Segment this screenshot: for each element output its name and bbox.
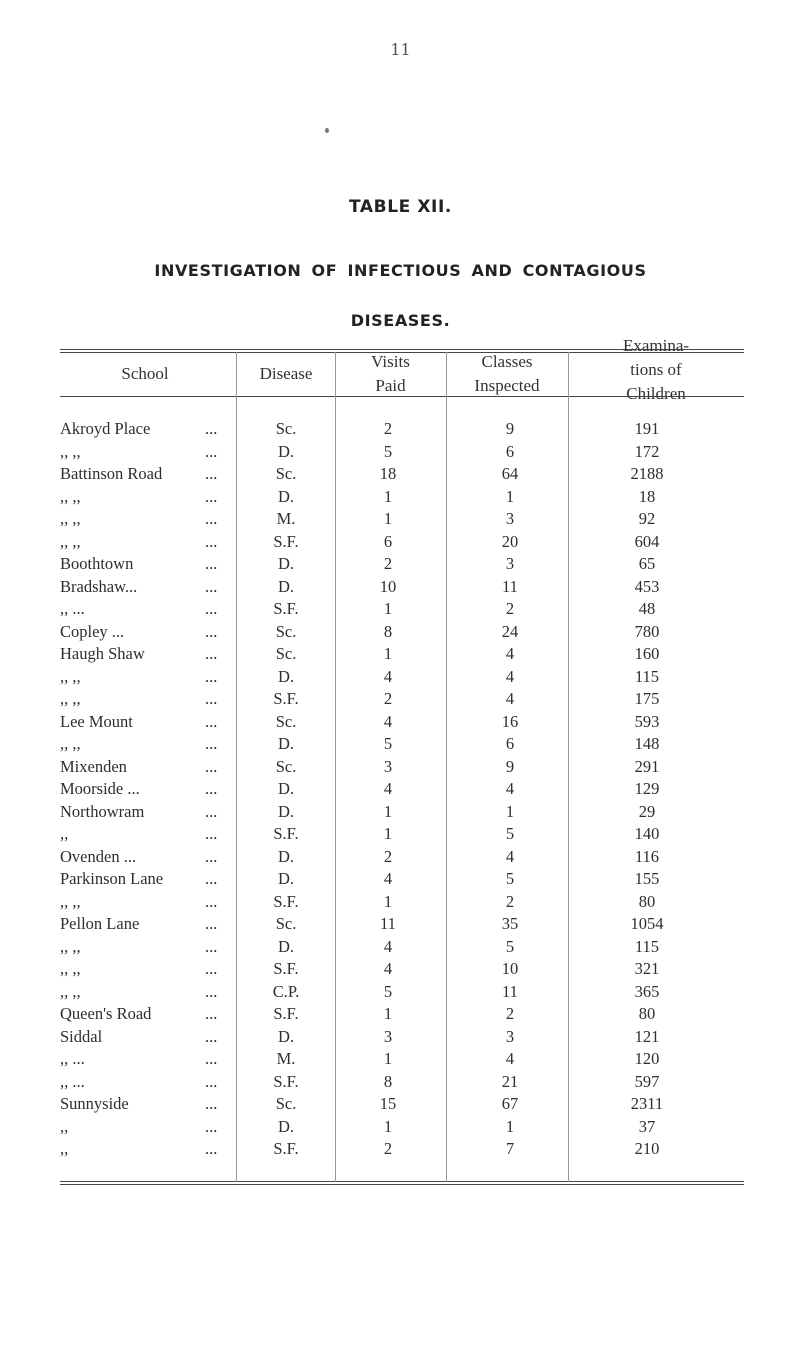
cell-visits: 5	[383, 981, 393, 1001]
header-disease-label: Disease	[259, 364, 313, 383]
cell-disease: Sc.	[275, 621, 297, 641]
cell-school: ,, ,,	[60, 936, 81, 956]
cell-disease: D.	[277, 576, 295, 596]
cell-visits: 11	[380, 914, 396, 933]
cell-disease: D.	[277, 1116, 295, 1136]
cell-classes: 2	[505, 891, 515, 911]
header-exams-line2: tions of	[630, 360, 682, 379]
cell-leader-dots: ...	[205, 959, 218, 978]
table-row	[0, 734, 801, 757]
cell-school: ,, ,,	[60, 689, 81, 708]
cell-leader-dots: ...	[205, 509, 218, 528]
cell-classes: 35	[501, 914, 519, 933]
cell-visits: 2	[383, 689, 393, 708]
cell-disease: S.F.	[273, 1139, 299, 1158]
table-row	[0, 1094, 801, 1117]
cell-leader-dots: ...	[205, 441, 218, 461]
cell-leader-dots: ...	[205, 779, 218, 798]
cell-examinations: 593	[634, 711, 660, 731]
header-classes-line2: Inspected	[474, 376, 540, 395]
cell-examinations: 365	[634, 981, 660, 1001]
cell-disease: Sc.	[275, 756, 297, 776]
cell-leader-dots: ...	[205, 576, 218, 596]
cell-leader-dots: ...	[205, 734, 218, 753]
cell-school: Siddal	[60, 1026, 103, 1046]
cell-disease: S.F.	[273, 824, 299, 843]
cell-leader-dots: ...	[205, 914, 218, 933]
cell-classes: 2	[505, 599, 515, 618]
cell-leader-dots: ...	[205, 981, 218, 1001]
cell-school: ,,	[60, 824, 69, 843]
table-row	[0, 577, 801, 600]
cell-examinations: 191	[634, 419, 660, 438]
cell-visits: 2	[383, 554, 393, 573]
cell-leader-dots: ...	[205, 1071, 218, 1091]
cell-classes: 1	[505, 1116, 515, 1136]
cell-classes: 9	[505, 756, 515, 776]
cell-leader-dots: ...	[205, 1004, 218, 1023]
cell-visits: 3	[383, 1026, 393, 1046]
table-row	[0, 779, 801, 802]
cell-classes: 20	[501, 531, 519, 551]
cell-disease: Sc.	[275, 419, 297, 438]
table-row	[0, 892, 801, 915]
cell-school: Mixenden	[60, 756, 127, 776]
table-row	[0, 1049, 801, 1072]
cell-disease: S.F.	[273, 1071, 299, 1091]
cell-school: ,, ,,	[60, 891, 81, 911]
cell-classes: 3	[505, 509, 515, 528]
table-row	[0, 622, 801, 645]
cell-visits: 2	[383, 419, 393, 438]
cell-visits: 1	[383, 1004, 393, 1023]
header-visits-line1: Visits	[371, 352, 410, 371]
cell-leader-dots: ...	[205, 711, 218, 731]
table-row	[0, 532, 801, 555]
cell-leader-dots: ...	[205, 801, 218, 821]
table-row	[0, 1117, 801, 1140]
cell-school: Boothtown	[60, 554, 134, 573]
cell-classes: 64	[501, 464, 519, 483]
table-row	[0, 644, 801, 667]
cell-examinations: 115	[634, 936, 660, 956]
table-row	[0, 464, 801, 487]
cell-school: ,, ...	[60, 599, 85, 618]
cell-visits: 1	[383, 509, 393, 528]
cell-disease: D.	[277, 801, 295, 821]
cell-disease: D.	[277, 554, 295, 573]
cell-leader-dots: ...	[205, 419, 218, 438]
cell-classes: 24	[501, 621, 519, 641]
cell-school: Ovenden ...	[60, 846, 137, 866]
cell-disease: M.	[276, 509, 296, 528]
cell-school: Bradshaw...	[60, 576, 138, 596]
cell-leader-dots: ...	[205, 824, 218, 843]
cell-visits: 1	[383, 824, 393, 843]
table-title: TABLE XII.	[349, 197, 452, 217]
cell-disease: S.F.	[273, 531, 299, 551]
cell-examinations: 29	[638, 801, 656, 821]
cell-examinations: 115	[634, 666, 660, 686]
cell-disease: S.F.	[273, 1004, 299, 1023]
table-row	[0, 937, 801, 960]
cell-examinations: 65	[638, 554, 656, 573]
print-speck	[325, 128, 329, 133]
table-row	[0, 959, 801, 982]
table-body	[0, 419, 801, 1162]
cell-examinations: 48	[638, 599, 656, 618]
cell-leader-dots: ...	[205, 464, 218, 483]
cell-school: ,, ,,	[60, 441, 81, 461]
cell-visits: 4	[383, 711, 393, 731]
cell-school: ,, ...	[60, 1049, 85, 1068]
cell-disease: Sc.	[275, 914, 297, 933]
cell-visits: 8	[383, 621, 393, 641]
cell-classes: 7	[505, 1139, 515, 1158]
cell-school: Northowram	[60, 801, 145, 821]
cell-disease: D.	[277, 486, 295, 506]
cell-classes: 21	[501, 1071, 519, 1091]
cell-examinations: 1054	[630, 914, 664, 933]
table-row	[0, 712, 801, 735]
table-row	[0, 824, 801, 847]
cell-leader-dots: ...	[205, 1139, 218, 1158]
table-row	[0, 487, 801, 510]
cell-leader-dots: ...	[205, 621, 218, 641]
cell-visits: 18	[379, 464, 397, 483]
header-exams	[568, 334, 744, 406]
header-visits	[335, 350, 446, 398]
cell-examinations: 175	[634, 689, 660, 708]
cell-visits: 2	[383, 1139, 393, 1158]
cell-visits: 4	[383, 869, 393, 888]
cell-examinations: 140	[634, 824, 660, 843]
cell-classes: 6	[505, 441, 515, 461]
cell-disease: S.F.	[273, 599, 299, 618]
cell-leader-dots: ...	[205, 1026, 218, 1046]
cell-disease: D.	[277, 734, 295, 753]
table-row	[0, 554, 801, 577]
cell-leader-dots: ...	[205, 644, 218, 663]
cell-classes: 9	[505, 419, 515, 438]
cell-disease: D.	[277, 1026, 295, 1046]
cell-leader-dots: ...	[205, 1094, 218, 1113]
cell-leader-dots: ...	[205, 936, 218, 956]
table-row	[0, 1004, 801, 1027]
table-row	[0, 599, 801, 622]
cell-examinations: 291	[634, 756, 660, 776]
cell-examinations: 780	[634, 621, 660, 641]
cell-examinations: 148	[634, 734, 660, 753]
cell-school: ,,	[60, 1116, 69, 1136]
cell-school: ,, ,,	[60, 531, 81, 551]
cell-leader-dots: ...	[205, 689, 218, 708]
cell-disease: Sc.	[275, 1094, 297, 1113]
cell-visits: 6	[383, 531, 393, 551]
cell-leader-dots: ...	[205, 756, 218, 776]
cell-school: Pellon Lane	[60, 914, 140, 933]
cell-disease: S.F.	[273, 959, 299, 978]
table-row	[0, 667, 801, 690]
cell-examinations: 37	[638, 1116, 656, 1136]
cell-classes: 16	[501, 711, 519, 731]
cell-disease: S.F.	[273, 891, 299, 911]
cell-visits: 1	[383, 599, 393, 618]
header-school	[60, 362, 230, 386]
cell-classes: 5	[505, 824, 515, 843]
cell-classes: 6	[505, 734, 515, 753]
header-classes-line1: Classes	[481, 352, 533, 371]
cell-visits: 8	[383, 1071, 393, 1091]
cell-visits: 1	[383, 1116, 393, 1136]
header-disease	[236, 362, 336, 386]
cell-school: ,, ,,	[60, 509, 81, 528]
cell-leader-dots: ...	[205, 486, 218, 506]
cell-disease: Sc.	[275, 711, 297, 731]
header-visits-line2: Paid	[375, 376, 406, 395]
cell-school: ,, ,,	[60, 981, 81, 1001]
cell-classes: 4	[505, 846, 515, 866]
cell-classes: 11	[502, 576, 518, 596]
cell-examinations: 120	[634, 1049, 660, 1068]
table-row	[0, 982, 801, 1005]
cell-school: ,, ,,	[60, 734, 81, 753]
cell-visits: 1	[383, 486, 393, 506]
cell-examinations: 210	[634, 1139, 660, 1158]
cell-examinations: 80	[638, 1004, 656, 1023]
table-subtitle-line1: INVESTIGATION OF INFECTIOUS AND CONTAGIOUS	[154, 261, 647, 280]
cell-classes: 5	[505, 936, 515, 956]
cell-examinations: 129	[634, 779, 660, 798]
table-row	[0, 509, 801, 532]
cell-examinations: 597	[634, 1071, 660, 1091]
cell-classes: 11	[502, 981, 518, 1001]
cell-examinations: 604	[634, 531, 660, 551]
cell-disease: D.	[277, 666, 295, 686]
cell-school: Lee Mount	[60, 711, 133, 731]
cell-school: ,, ,,	[60, 486, 81, 506]
cell-disease: D.	[277, 936, 295, 956]
cell-classes: 4	[505, 644, 515, 663]
cell-school: ,, ...	[60, 1071, 85, 1091]
cell-disease: D.	[277, 779, 295, 798]
cell-examinations: 321	[634, 959, 660, 978]
cell-leader-dots: ...	[205, 599, 218, 618]
cell-school: ,, ,,	[60, 666, 81, 686]
cell-visits: 1	[383, 891, 393, 911]
table-row	[0, 757, 801, 780]
cell-leader-dots: ...	[205, 846, 218, 866]
cell-visits: 4	[383, 779, 393, 798]
table-row	[0, 1072, 801, 1095]
cell-classes: 4	[505, 779, 515, 798]
cell-examinations: 92	[638, 509, 656, 528]
header-exams-line3: Children	[626, 384, 686, 403]
cell-disease: M.	[276, 1049, 296, 1068]
cell-school: ,,	[60, 1139, 69, 1158]
cell-examinations: 18	[638, 486, 656, 506]
table-row	[0, 1139, 801, 1162]
cell-classes: 10	[501, 959, 519, 978]
cell-examinations: 116	[634, 846, 660, 866]
cell-examinations: 172	[634, 441, 660, 461]
cell-classes: 3	[505, 1026, 515, 1046]
cell-examinations: 121	[634, 1026, 660, 1046]
cell-visits: 1	[383, 644, 393, 663]
table-subtitle-line2: DISEASES.	[350, 311, 451, 330]
cell-leader-dots: ...	[205, 666, 218, 686]
page-number: 11	[390, 40, 411, 59]
table-row	[0, 914, 801, 937]
cell-classes: 3	[505, 554, 515, 573]
cell-visits: 3	[383, 756, 393, 776]
cell-disease: D.	[277, 846, 295, 866]
cell-leader-dots: ...	[205, 531, 218, 551]
cell-examinations: 155	[634, 869, 660, 888]
cell-visits: 4	[383, 936, 393, 956]
cell-disease: D.	[277, 441, 295, 461]
table-row	[0, 802, 801, 825]
cell-school: Akroyd Place	[60, 419, 151, 438]
cell-examinations: 2311	[630, 1094, 664, 1113]
cell-classes: 5	[505, 869, 515, 888]
cell-examinations: 160	[634, 644, 660, 663]
cell-visits: 1	[383, 801, 393, 821]
cell-leader-dots: ...	[205, 1049, 218, 1068]
cell-school: Copley ...	[60, 621, 125, 641]
cell-classes: 4	[505, 689, 515, 708]
cell-classes: 1	[505, 801, 515, 821]
cell-leader-dots: ...	[205, 891, 218, 911]
cell-school: Sunnyside	[60, 1094, 129, 1113]
cell-examinations: 453	[634, 576, 660, 596]
cell-classes: 4	[505, 666, 515, 686]
cell-visits: 5	[383, 441, 393, 461]
table-row	[0, 847, 801, 870]
cell-classes: 67	[501, 1094, 519, 1113]
cell-disease: C.P.	[272, 981, 300, 1001]
cell-disease: Sc.	[275, 644, 297, 663]
cell-school: Moorside ...	[60, 779, 140, 798]
cell-leader-dots: ...	[205, 869, 218, 888]
cell-visits: 4	[383, 959, 393, 978]
cell-disease: S.F.	[273, 689, 299, 708]
cell-school: Haugh Shaw	[60, 644, 145, 663]
cell-visits: 5	[383, 734, 393, 753]
header-classes	[446, 350, 568, 398]
cell-disease: D.	[277, 869, 295, 888]
cell-classes: 1	[505, 486, 515, 506]
cell-visits: 1	[383, 1049, 393, 1068]
cell-examinations: 80	[638, 891, 656, 911]
header-school-label: School	[121, 364, 169, 383]
cell-disease: Sc.	[275, 464, 297, 483]
table-row	[0, 419, 801, 442]
bottom-double-rule-a	[60, 1181, 744, 1182]
cell-school: Queen's Road	[60, 1004, 152, 1023]
bottom-double-rule-b	[60, 1184, 744, 1185]
cell-examinations: 2188	[630, 464, 664, 483]
cell-visits: 2	[383, 846, 393, 866]
table-row	[0, 689, 801, 712]
cell-classes: 4	[505, 1049, 515, 1068]
header-exams-line1: Examina-	[622, 336, 690, 355]
cell-school: Parkinson Lane	[60, 869, 164, 888]
cell-school: ,, ,,	[60, 959, 81, 978]
cell-school: Battinson Road	[60, 464, 163, 483]
cell-leader-dots: ...	[205, 554, 218, 573]
cell-leader-dots: ...	[205, 1116, 218, 1136]
table-row	[0, 869, 801, 892]
table-row	[0, 1027, 801, 1050]
cell-visits: 15	[379, 1094, 397, 1113]
cell-classes: 2	[505, 1004, 515, 1023]
table-row	[0, 442, 801, 465]
cell-visits: 4	[383, 666, 393, 686]
cell-visits: 10	[379, 576, 397, 596]
